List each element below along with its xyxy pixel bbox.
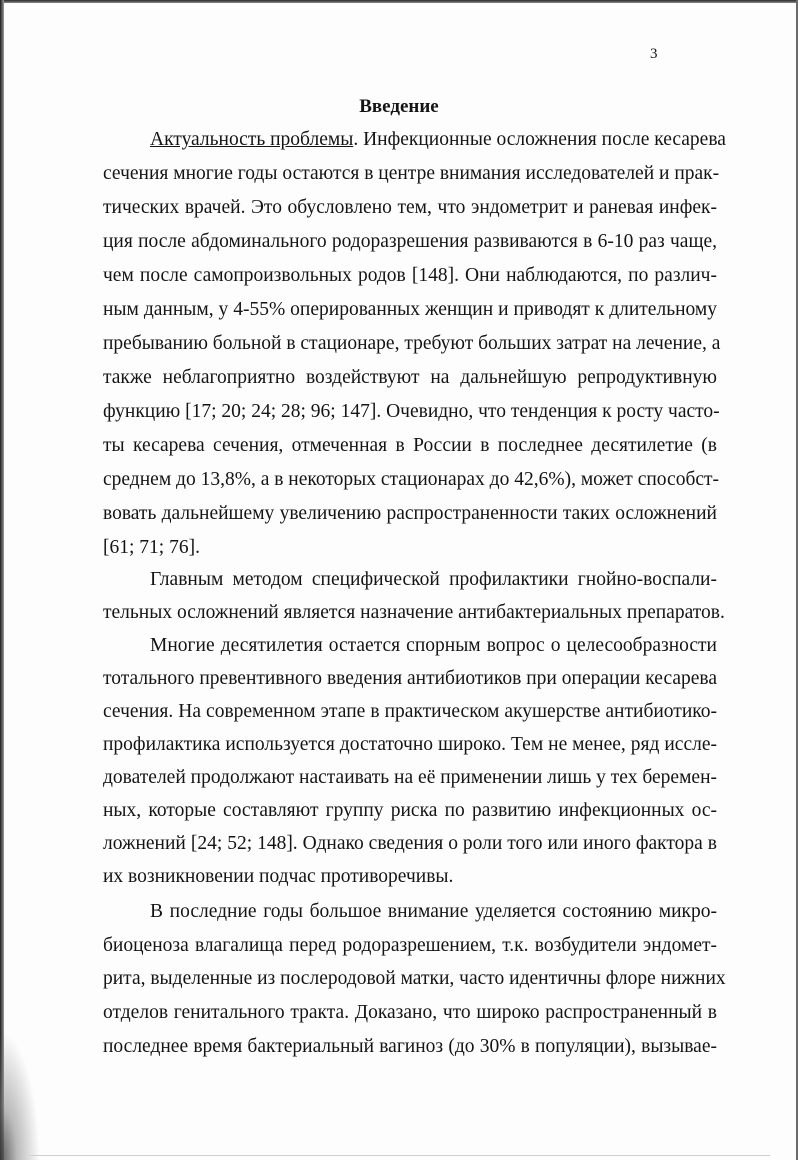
paragraph-line: ложнений [24; 52; 148]. Однако сведения о роли того или иного фактора в <box>103 833 717 854</box>
paragraph-line: вовать дальнейшему увеличению распространенности таких осложнений <box>103 503 717 524</box>
scan-smudge <box>0 1030 40 1160</box>
paragraph-line: также неблагоприятно воздействуют на дальнейшую репродуктивную <box>103 367 717 388</box>
paragraph-line: среднем до 13,8%, а в некоторых стационарах до 42,6%), может способст- <box>103 469 720 490</box>
paragraph-line: Многие десятилетия остается спорным вопрос о целесообразности <box>150 635 717 656</box>
paragraph-line: их возникновении подчас противоречивы. <box>103 866 454 887</box>
paragraph-line: Главным методом специфической профилактики гнойно-воспали- <box>150 569 717 590</box>
paragraph-line: функцию [17; 20; 24; 28; 96; 147]. Очевидно, что тенденция к росту часто- <box>103 401 720 422</box>
paragraph-line: тельных осложнений является назначение антибактериальных препаратов. <box>103 602 725 623</box>
paragraph-line <box>150 128 726 152</box>
paragraph-line: тотального превентивного введения антибиотиков при операции кесарева <box>103 668 717 689</box>
paragraph-line: биоценоза влагалища перед родоразрешением, т.к. возбудители эндомет- <box>103 935 717 956</box>
paragraph-line: ных, которые составляют группу риска по развитию инфекционных ос- <box>103 800 717 821</box>
paragraph-line: отделов генитального тракта. Доказано, что широко распространенный в <box>103 1002 717 1023</box>
paragraph-line: последнее время бактериальный вагиноз (до 30% в популяции), вызывае- <box>103 1036 717 1057</box>
paragraph-line: В последние годы большое внимание уделяется состоянию микро- <box>150 901 717 922</box>
lead-text: . Инфекционные осложнения после кесарева <box>353 129 726 150</box>
paragraph-line: пребыванию больной в стационаре, требуют больших затрат на лечение, а <box>103 333 721 354</box>
section-heading: Введение <box>359 96 439 117</box>
paragraph-line: [61; 71; 76]. <box>103 537 200 558</box>
paragraph-line: дователей продолжают настаивать на её применении лишь у тех беремен- <box>103 767 717 788</box>
paragraph-line: ция после абдоминального родоразрешения развиваются в 6-10 раз чаще, <box>103 231 717 252</box>
scan-edge-top <box>0 0 798 3</box>
paragraph-line: ным данным, у 4-55% оперированных женщин и приводят к длительному <box>103 299 717 320</box>
scan-edge-left <box>0 0 4 1160</box>
paragraph-line: чем после самопроизвольных родов [148]. Они наблюдаются, по различ- <box>103 265 717 286</box>
page-number: 3 <box>650 46 658 62</box>
paragraph-line: сечения многие годы остаются в центре внимания исследователей и прак- <box>103 163 720 184</box>
paragraph-line: сечения. На современном этапе в практическом акушерстве антибиотико- <box>103 701 717 722</box>
underlined-lead: Актуальность проблемы <box>150 129 354 150</box>
paragraph-line: профилактика используется достаточно широко. Тем не менее, ряд иссле- <box>103 734 717 755</box>
paragraph-line: ты кесарева сечения, отмеченная в России в последнее десятилетие (в <box>103 435 717 456</box>
paragraph-line: тических врачей. Это обусловлено тем, что эндометрит и раневая инфек- <box>103 197 717 218</box>
paragraph-line: рита, выделенные из послеродовой матки, часто идентичны флоре нижних <box>103 968 726 989</box>
scan-bottom-line <box>30 1155 770 1156</box>
